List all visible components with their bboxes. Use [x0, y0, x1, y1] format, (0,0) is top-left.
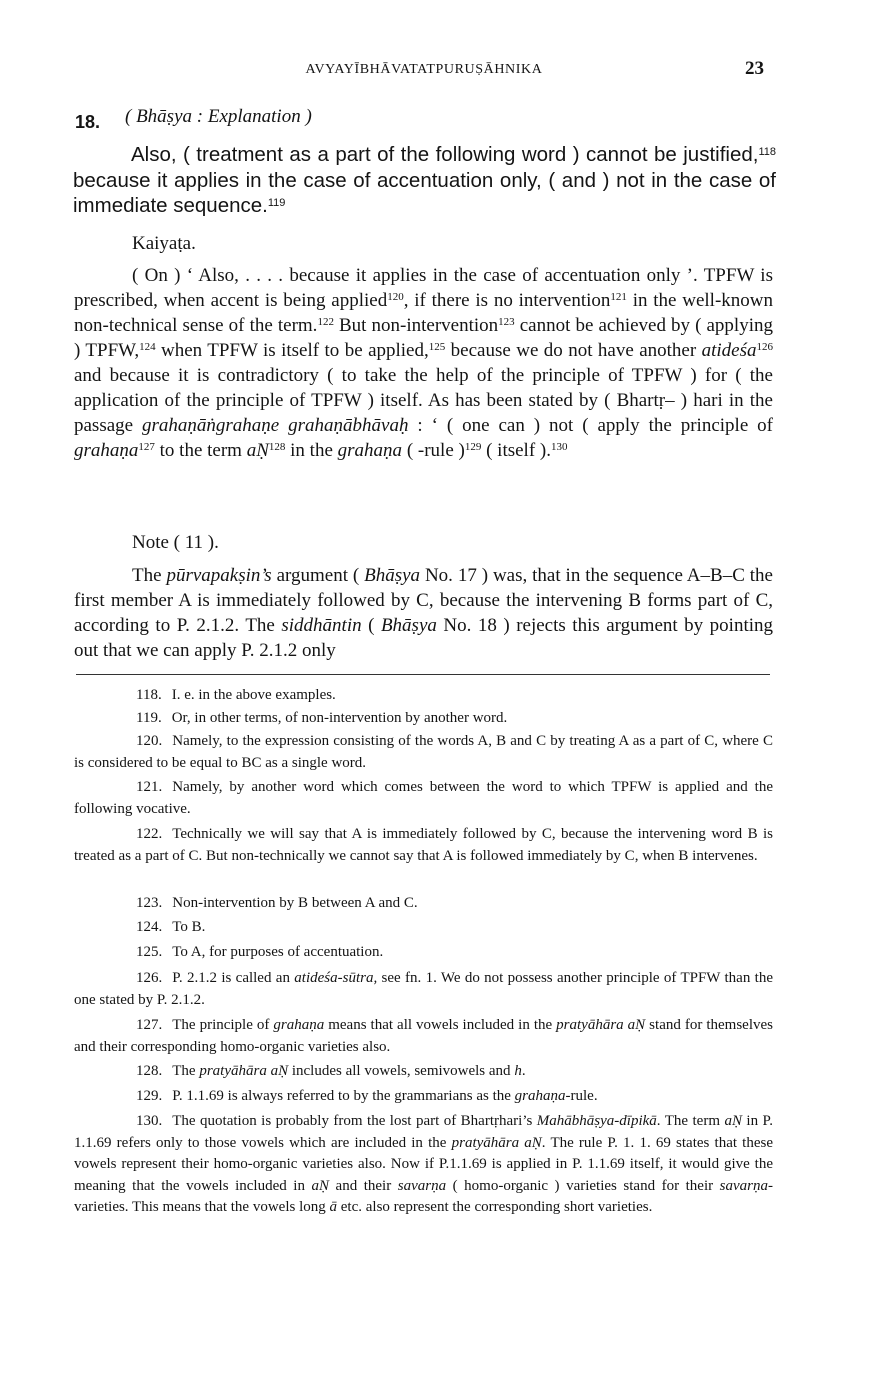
kaiyata-text: : ‘ ( one can ) not ( apply the principle of: [408, 415, 773, 436]
footnote-text: Namely, to the expression consisting of the words A, B and C by treating A as a part of C, where C is considered to be equal to BC as a single word.: [74, 733, 773, 771]
footnote-ref-122: 122: [317, 316, 334, 328]
term-pratyahara: pratyāhāra aṆ: [199, 1063, 289, 1079]
note-text: argument (: [271, 565, 365, 586]
footnote-text: ( homo-organic ) varieties stand for their: [446, 1177, 720, 1194]
kaiyata-text: But non-intervention: [333, 315, 499, 336]
term-pratyahara: pratyāhāra aṆ: [556, 1017, 646, 1033]
title-mahabhasya-dipika: Mahābhāṣya-dīpikā: [536, 1113, 657, 1129]
note-text: The: [132, 565, 167, 586]
term-pratyahara: pratyāhāra aṆ: [451, 1134, 542, 1151]
term-aN: aṆ: [246, 440, 269, 461]
footnote-divider: [76, 674, 770, 675]
footnote-number: 121.: [136, 779, 163, 795]
footnote-ref-127: 127: [138, 441, 155, 453]
footnote-text: etc. also represent the corresponding short varieties.: [337, 1199, 653, 1215]
footnote-number: 126.: [136, 970, 163, 986]
kaiyata-text: ( -rule ): [402, 440, 465, 461]
page-header: [74, 58, 774, 82]
kaiyata-text: in the well-known non-technical sense of the term.: [74, 290, 773, 336]
bhasya-text-2: because it applies in the case of accentuation only, ( and ) not in the case of immediate sequence.: [73, 168, 776, 217]
kaiyata-text: cannot be achieved by ( applying ) TPFW,: [74, 315, 773, 361]
footnote-126: [74, 968, 773, 1011]
term-bhasya: Bhāṣya: [380, 615, 437, 636]
term-atidesa-sutra: atideśa-sūtra,: [294, 970, 378, 986]
footnote-text: To A, for purposes of accentuation.: [172, 944, 384, 960]
footnote-ref-118: 118: [758, 146, 776, 158]
term-atidesa: atideśa: [701, 340, 757, 361]
footnote-text: Or, in other terms, of non-intervention by another word.: [171, 710, 508, 726]
footnote-127: [74, 1015, 773, 1058]
term-grahana: grahaṇa: [514, 1088, 566, 1104]
footnote-number: 130.: [136, 1113, 163, 1129]
footnote-ref-124: 124: [139, 341, 156, 353]
footnote-number: 129.: [136, 1088, 163, 1104]
running-title: AVYAYĪBHĀVATATPURUṢĀHNIKA: [305, 62, 543, 77]
footnote-125: [74, 942, 773, 964]
footnote-number: 119.: [136, 710, 162, 726]
footnote-text: I. e. in the above examples.: [171, 687, 336, 703]
footnote-text: Technically we will say that A is immediately followed by C, because the intervening word B is treated as a part of C. But non-technically we cannot say that A is followed immediately by C, when B intervenes.: [74, 826, 773, 864]
section-title: ( Bhāṣya : Explanation ): [125, 106, 312, 127]
footnote-number: 118.: [136, 687, 162, 703]
footnote-number: 127.: [136, 1017, 163, 1033]
footnote-number: 124.: [136, 919, 163, 935]
footnote-text: -varieties. This means that the vowels long: [74, 1177, 774, 1215]
note-text: No. 18 ) rejects this argument by pointing out that we can apply P. 2.1.2 only: [74, 615, 774, 661]
footnote-text: The principle of: [172, 1017, 274, 1033]
footnote-ref-125: 125: [428, 341, 446, 353]
bhasya-text-1: Also, ( treatment as a part of the following word ) cannot be justified,: [131, 143, 759, 166]
kaiyata-text: in the: [285, 440, 338, 461]
footnote-120: [74, 731, 773, 774]
term-purvapaksin: pūrvapakṣin’s: [166, 565, 272, 586]
kaiyata-heading: Kaiyaṭa.: [132, 233, 196, 254]
footnote-130: [74, 1111, 773, 1219]
footnote-ref-121: 121: [610, 291, 627, 303]
footnote-ref-128: 128: [268, 441, 286, 453]
footnote-text: in P. 1.1.69 refers only to those vowels which are included in the: [74, 1113, 773, 1151]
kaiyata-text: to the term: [154, 440, 247, 461]
footnote-text: Non-intervention by B between A and C.: [172, 895, 418, 911]
footnote-number: 128.: [136, 1063, 163, 1079]
note-paragraph: [74, 563, 773, 663]
footnote-ref-126: 126: [756, 341, 773, 353]
kaiyata-text: ( On ) ‘ Also, . . . . because it applies in the case of accentuation only ’. TPFW is prescribed, when accent is being applied: [74, 265, 773, 311]
footnote-text: The quotation is probably from the lost part of Bhartṛhari’s: [172, 1113, 537, 1129]
section-number: 18.: [75, 112, 101, 132]
footnote-122: [74, 824, 773, 867]
footnote-text: P. 2.1.2 is called an: [172, 970, 295, 986]
term-bhasya: Bhāṣya: [364, 565, 421, 586]
footnote-text: and their: [329, 1177, 398, 1194]
term-grahana: grahaṇa: [74, 440, 139, 461]
footnote-text: Namely, by another word which comes between the word to which TPFW is applied and the following vocative.: [74, 779, 773, 817]
term-savarna: savarṇa: [397, 1177, 447, 1194]
kaiyata-text: ( itself ).: [481, 440, 551, 461]
footnote-number: 120.: [136, 733, 163, 749]
footnote-number: 125.: [136, 944, 163, 960]
quoted-passage: grahaṇāṅgrahaṇe grahaṇābhāvaḥ: [142, 415, 409, 436]
footnote-text: stand for themselves and their corresponding homo-organic varieties also.: [74, 1017, 773, 1055]
term-savarna: savarṇa: [719, 1177, 769, 1194]
footnote-ref-123: 123: [498, 316, 515, 328]
footnote-ref-120: 120: [387, 291, 404, 303]
footnote-119: [74, 708, 773, 730]
note-text: (: [361, 615, 381, 636]
term-aN: aṆ: [311, 1177, 329, 1194]
footnote-text: means that all vowels included in the: [324, 1017, 557, 1033]
note-heading: Note ( 11 ).: [132, 532, 219, 553]
term-grahana: grahaṇa: [273, 1017, 325, 1033]
page-number: 23: [745, 58, 764, 79]
footnote-text: see fn. 1. We do not possess another principle of TPFW than the one stated by P. 2.1.2.: [74, 970, 773, 1008]
term-siddhantin: siddhāntin: [281, 615, 362, 636]
footnote-128: [74, 1061, 773, 1083]
footnote-text: . The term: [656, 1113, 725, 1129]
footnote-number: 122.: [136, 826, 163, 842]
term-long-a: ā: [329, 1199, 338, 1215]
footnote-number: 123.: [136, 895, 163, 911]
kaiyata-text: , if there is no intervention: [403, 290, 611, 311]
footnote-ref-119: 119: [267, 197, 286, 209]
kaiyata-text: and because it is contradictory ( to take the help of the principle of TPFW ) for ( the application of the principle of TPFW ) itself. As has been stated by ( Bhartṛ– ) hari in the passage: [74, 365, 773, 436]
kaiyata-text: because we do not have another: [445, 340, 702, 361]
footnote-text: . The rule P. 1. 1. 69 states that these vowels represent their homo-organic varieties also. Now if P.1.1.69 is applied in P. 1.1.69 itself, it would give the meaning that the vowels included in: [74, 1134, 774, 1194]
footnote-text: -rule.: [565, 1088, 598, 1104]
footnote-text: P. 1.1.69 is always referred to by the grammarians as the: [172, 1088, 515, 1104]
bhasya-translation: [73, 142, 776, 219]
footnote-124: [74, 917, 773, 939]
footnote-121: [74, 777, 773, 820]
footnote-text: The: [172, 1063, 200, 1079]
footnote-text: includes all vowels, semivowels and: [288, 1063, 515, 1079]
kaiyata-text: when TPFW is itself to be applied,: [155, 340, 429, 361]
footnote-118: [74, 685, 773, 707]
term-grahana: grahaṇa: [337, 440, 403, 461]
footnote-129: [74, 1086, 773, 1108]
footnote-ref-130: 130: [551, 441, 568, 453]
note-text: No. 17 ) was, that in the sequence A–B–C the first member A is immediately followed by C, because the intervening B forms part of C, according to P. 2.1.2. The: [74, 565, 773, 636]
footnote-ref-129: 129: [464, 441, 482, 453]
term-h: h: [514, 1063, 522, 1079]
footnote-text: .: [521, 1063, 526, 1079]
kaiyata-paragraph: [74, 263, 773, 463]
footnote-text: To B.: [172, 919, 206, 935]
term-aN: aṆ: [724, 1113, 742, 1129]
footnote-123: [74, 893, 773, 915]
